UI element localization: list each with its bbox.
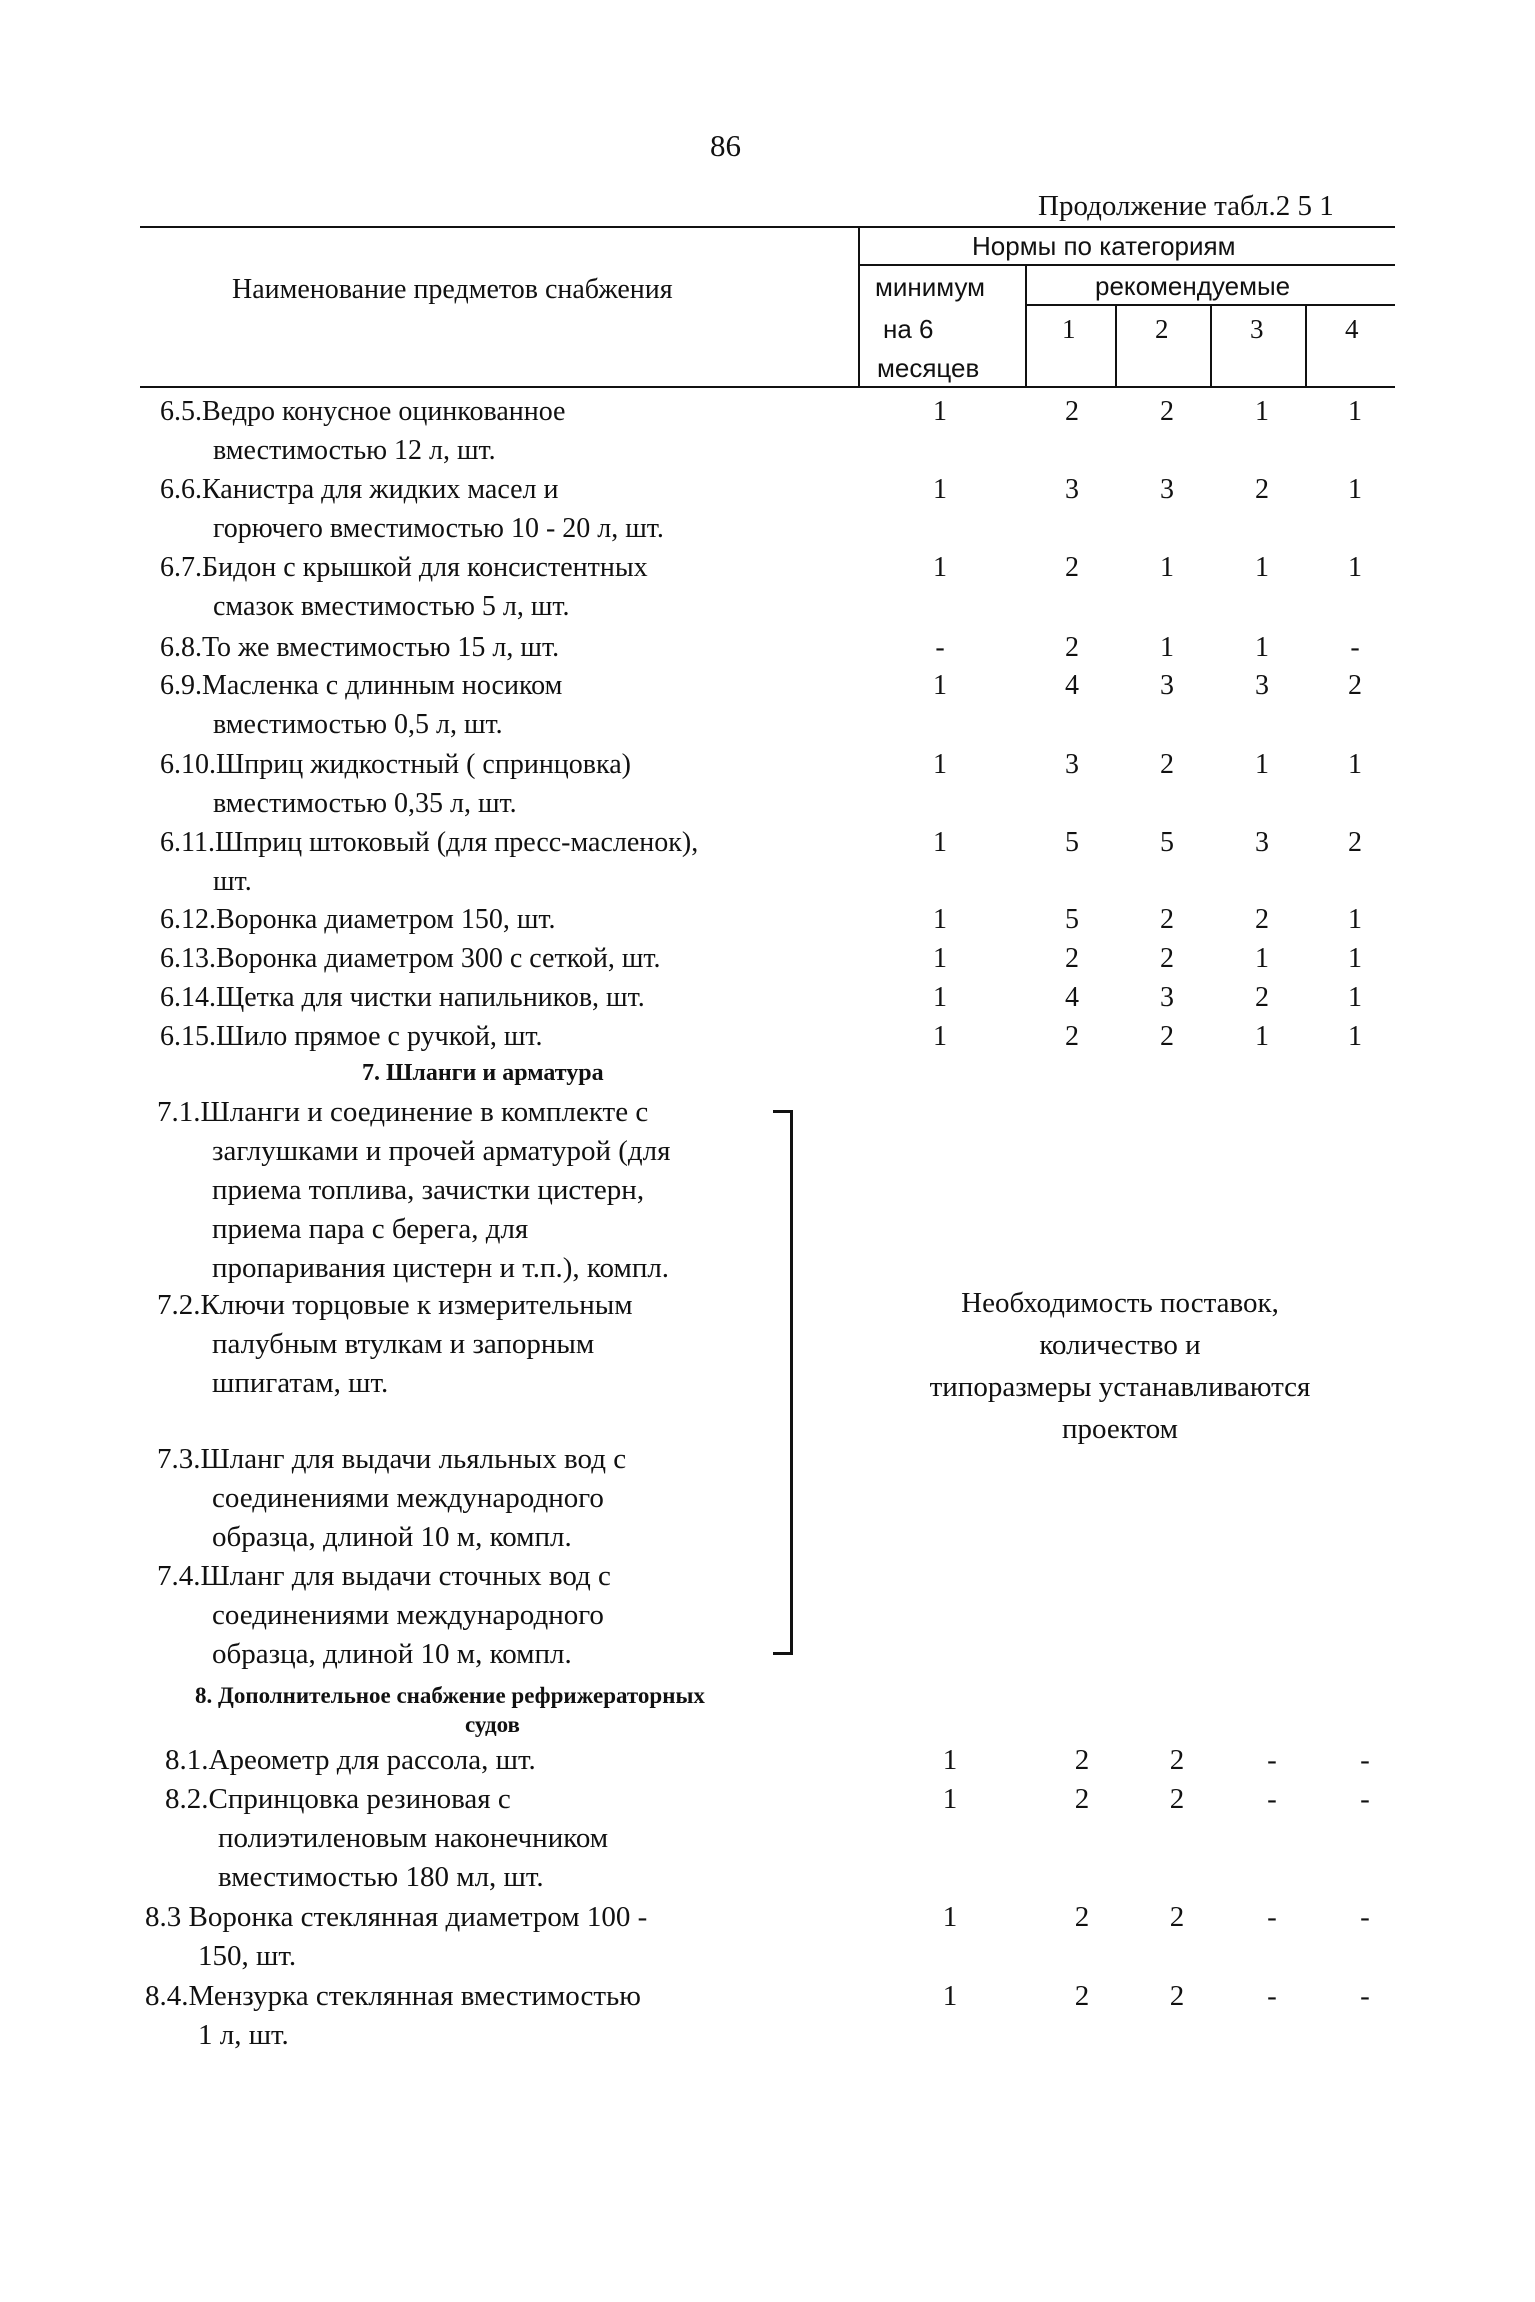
table-row <box>0 666 1535 746</box>
minimum-header-l2: на 6 <box>883 314 934 344</box>
norm-value: 2 <box>1255 982 1269 1013</box>
table-row <box>0 745 1535 825</box>
section-8-title-line-1: 8. Дополнительное снабжение рефрижераторных <box>195 1683 705 1708</box>
norm-value: 3 <box>1065 749 1079 780</box>
norm-value: 1 <box>933 749 947 780</box>
table-row <box>0 1017 1535 1097</box>
norm-value: 5 <box>1065 904 1079 935</box>
item-name-line-2: вместимостью 12 л, шт. <box>213 435 496 466</box>
norm-value: 1 <box>933 943 947 974</box>
table-row <box>0 823 1535 903</box>
section-7-bracket <box>778 1110 793 1655</box>
norm-value: 1 <box>933 670 947 701</box>
norm-value: 2 <box>1160 904 1174 935</box>
note-line: проектом <box>1061 1413 1179 1445</box>
item-name-line-cont: полиэтиленовым наконечником <box>218 1822 609 1854</box>
item-name-line-1: 7.2.Ключи торцовые к измерительным <box>157 1289 633 1321</box>
norm-value: - <box>1267 1980 1277 2012</box>
category-4-header: 4 <box>1345 314 1359 344</box>
norm-value: 2 <box>1255 904 1269 935</box>
name-column-header: Наименование предметов снабжения <box>232 274 673 305</box>
note-line: Необходимость поставок, <box>961 1287 1279 1319</box>
cat-divider-3 <box>1305 304 1307 386</box>
norm-value: 5 <box>1160 827 1174 858</box>
header-top-rule <box>140 226 1395 228</box>
norm-value: 1 <box>1348 904 1362 935</box>
item-name-line-2: шт. <box>213 866 252 897</box>
norm-value: 1 <box>933 396 947 427</box>
norm-value: 1 <box>1160 552 1174 583</box>
norm-value: 2 <box>1065 943 1079 974</box>
item-name-line-cont: вместимостью 180 мл, шт. <box>218 1861 544 1893</box>
norm-value: 1 <box>933 982 947 1013</box>
category-2-header: 2 <box>1155 314 1169 344</box>
norm-value: 3 <box>1255 670 1269 701</box>
norm-value: 2 <box>1065 396 1079 427</box>
norm-value: 3 <box>1255 827 1269 858</box>
item-name-line-cont: заглушками и прочей арматурой (для <box>212 1135 671 1167</box>
item-name-line-1: 6.10.Шприц жидкостный ( спринцовка) <box>160 749 631 780</box>
item-name-line-2: горючего вместимостью 10 - 20 л, шт. <box>213 513 664 544</box>
table-continuation-label: Продолжение табл.2 5 1 <box>1038 190 1334 222</box>
norm-value: - <box>1360 1901 1370 1933</box>
item-name-line-cont: 1 л, шт. <box>198 2019 289 2051</box>
name-col-divider <box>858 226 860 386</box>
norm-value: 4 <box>1065 982 1079 1013</box>
item-name-line-2: вместимостью 0,35 л, шт. <box>213 788 517 819</box>
norm-value: 1 <box>933 474 947 505</box>
norms-rule <box>858 264 1395 266</box>
section-7-note <box>880 1282 1360 1450</box>
norm-value: 1 <box>1348 1021 1362 1052</box>
norm-value: 2 <box>1074 1901 1090 1933</box>
item-name-line-1: 6.14.Щетка для чистки напильников, шт. <box>160 982 645 1013</box>
item-name-line-cont: приема пара с берега, для <box>212 1213 529 1245</box>
norm-value: - <box>1360 1783 1370 1815</box>
norm-value: 2 <box>1348 827 1362 858</box>
norm-value: 1 <box>942 1783 958 1815</box>
item-name-line-1: 8.4.Мензурка стеклянная вместимостью <box>145 1980 641 2012</box>
norm-value: 2 <box>1065 1021 1079 1052</box>
norm-value: 2 <box>1169 1783 1185 1815</box>
item-name-line-1: 6.12.Воронка диаметром 150, шт. <box>160 904 556 935</box>
item-name-line-1: 6.7.Бидон с крышкой для консистентных <box>160 552 648 583</box>
norm-value: 1 <box>933 1021 947 1052</box>
norm-value: - <box>1267 1783 1277 1815</box>
item-name-line-cont: приема топлива, зачистки цистерн, <box>212 1174 645 1206</box>
norm-value: 3 <box>1065 474 1079 505</box>
recommended-header: рекомендуемые <box>1095 271 1291 301</box>
item-name-line-cont: образца, длиной 10 м, компл. <box>212 1521 572 1553</box>
norm-value: 2 <box>1169 1744 1185 1776</box>
cat-divider-1 <box>1115 304 1117 386</box>
norm-value: 2 <box>1160 749 1174 780</box>
item-name-line-cont: 150, шт. <box>198 1940 297 1972</box>
norm-value: - <box>935 632 945 663</box>
item-name-line-1: 6.15.Шило прямое с ручкой, шт. <box>160 1021 543 1052</box>
norm-value: 1 <box>1348 982 1362 1013</box>
minimum-header-l1: минимум <box>875 272 986 302</box>
norm-value: 1 <box>942 1744 958 1776</box>
norm-value: - <box>1360 1744 1370 1776</box>
norm-value: 2 <box>1074 1980 1090 2012</box>
norm-value: 2 <box>1348 670 1362 701</box>
item-name-line-1: 6.13.Воронка диаметром 300 с сеткой, шт. <box>160 943 661 974</box>
table-row <box>0 470 1535 550</box>
item-name-line-cont: палубным втулкам и запорным <box>212 1328 595 1360</box>
item-name-line-1: 7.3.Шланг для выдачи льяльных вод с <box>157 1443 627 1475</box>
norm-value: 1 <box>933 552 947 583</box>
norm-value: 1 <box>1255 943 1269 974</box>
norm-value: 2 <box>1074 1744 1090 1776</box>
norm-value: 1 <box>1160 632 1174 663</box>
norm-value: 2 <box>1160 1021 1174 1052</box>
item-name-line-2: смазок вместимостью 5 л, шт. <box>213 591 570 622</box>
norm-value: 1 <box>942 1901 958 1933</box>
minimum-header-l3: месяцев <box>877 353 980 383</box>
norm-value: 2 <box>1255 474 1269 505</box>
cat-divider-2 <box>1210 304 1212 386</box>
norm-value: 1 <box>1348 396 1362 427</box>
norm-value: 2 <box>1169 1980 1185 2012</box>
norm-value: - <box>1267 1901 1277 1933</box>
table-row <box>0 548 1535 628</box>
norm-value: 2 <box>1074 1783 1090 1815</box>
norm-value: 1 <box>1255 552 1269 583</box>
norm-value: 3 <box>1160 474 1174 505</box>
norm-value: 1 <box>1348 943 1362 974</box>
norm-value: 1 <box>933 904 947 935</box>
item-name-line-1: 8.3 Воронка стеклянная диаметром 100 - <box>145 1901 648 1933</box>
item-name-line-cont: образца, длиной 10 м, компл. <box>212 1638 572 1670</box>
norm-value: - <box>1360 1980 1370 2012</box>
norm-value: 1 <box>1255 632 1269 663</box>
norm-value: 1 <box>1348 552 1362 583</box>
category-3-header: 3 <box>1250 314 1264 344</box>
item-name-line-1: 6.8.То же вместимостью 15 л, шт. <box>160 632 560 663</box>
norm-value: 2 <box>1169 1901 1185 1933</box>
section-7-title: 7. Шланги и арматура <box>362 1060 604 1086</box>
item-name-line-1: 7.4.Шланг для выдачи сточных вод с <box>157 1560 611 1592</box>
norm-value: 1 <box>942 1980 958 2012</box>
item-name-line-1: 6.5.Ведро конусное оцинкованное <box>160 396 566 427</box>
item-name-line-cont: соединениями международного <box>212 1482 604 1514</box>
page-number: 86 <box>710 128 741 163</box>
table-row <box>0 392 1535 472</box>
item-name-line-1: 6.9.Масленка с длинным носиком <box>160 670 563 701</box>
norm-value: 3 <box>1160 982 1174 1013</box>
norm-value: 1 <box>1255 749 1269 780</box>
section-8-title-line-2: судов <box>465 1712 520 1737</box>
norm-value: - <box>1267 1744 1277 1776</box>
item-name-line-1: 8.1.Ареометр для рассола, шт. <box>165 1744 536 1776</box>
norm-value: 2 <box>1065 632 1079 663</box>
norm-value: 2 <box>1160 943 1174 974</box>
category-1-header: 1 <box>1062 314 1076 344</box>
norm-value: 1 <box>1348 474 1362 505</box>
item-name-line-1: 8.2.Спринцовка резиновая с <box>165 1783 511 1815</box>
min-col-divider <box>1025 264 1027 386</box>
norm-value: 1 <box>933 827 947 858</box>
note-line: количество и <box>1039 1329 1201 1361</box>
item-name-line-cont: соединениями международного <box>212 1599 604 1631</box>
note-line: типоразмеры устанавливаются <box>929 1371 1311 1403</box>
norm-value: 3 <box>1160 670 1174 701</box>
norm-value: 1 <box>1255 1021 1269 1052</box>
norm-value: 1 <box>1348 749 1362 780</box>
norm-value: 2 <box>1065 552 1079 583</box>
item-name-line-cont: пропаривания цистерн и т.п.), компл. <box>212 1252 670 1284</box>
norm-value: 4 <box>1065 670 1079 701</box>
item-name-line-2: вместимостью 0,5 л, шт. <box>213 709 503 740</box>
header-bottom-rule <box>140 386 1395 388</box>
item-name-line-cont: шпигатам, шт. <box>212 1367 389 1399</box>
norm-value: 2 <box>1160 396 1174 427</box>
norm-value: - <box>1350 632 1360 663</box>
norms-header: Нормы по категориям <box>972 231 1236 261</box>
item-name-line-1: 6.11.Шприц штоковый (для пресс-масленок), <box>160 827 699 858</box>
item-name-line-1: 6.6.Канистра для жидких масел и <box>160 474 559 505</box>
norm-value: 5 <box>1065 827 1079 858</box>
norm-value: 1 <box>1255 396 1269 427</box>
item-name-line-1: 7.1.Шланги и соединение в комплекте с <box>157 1096 649 1128</box>
